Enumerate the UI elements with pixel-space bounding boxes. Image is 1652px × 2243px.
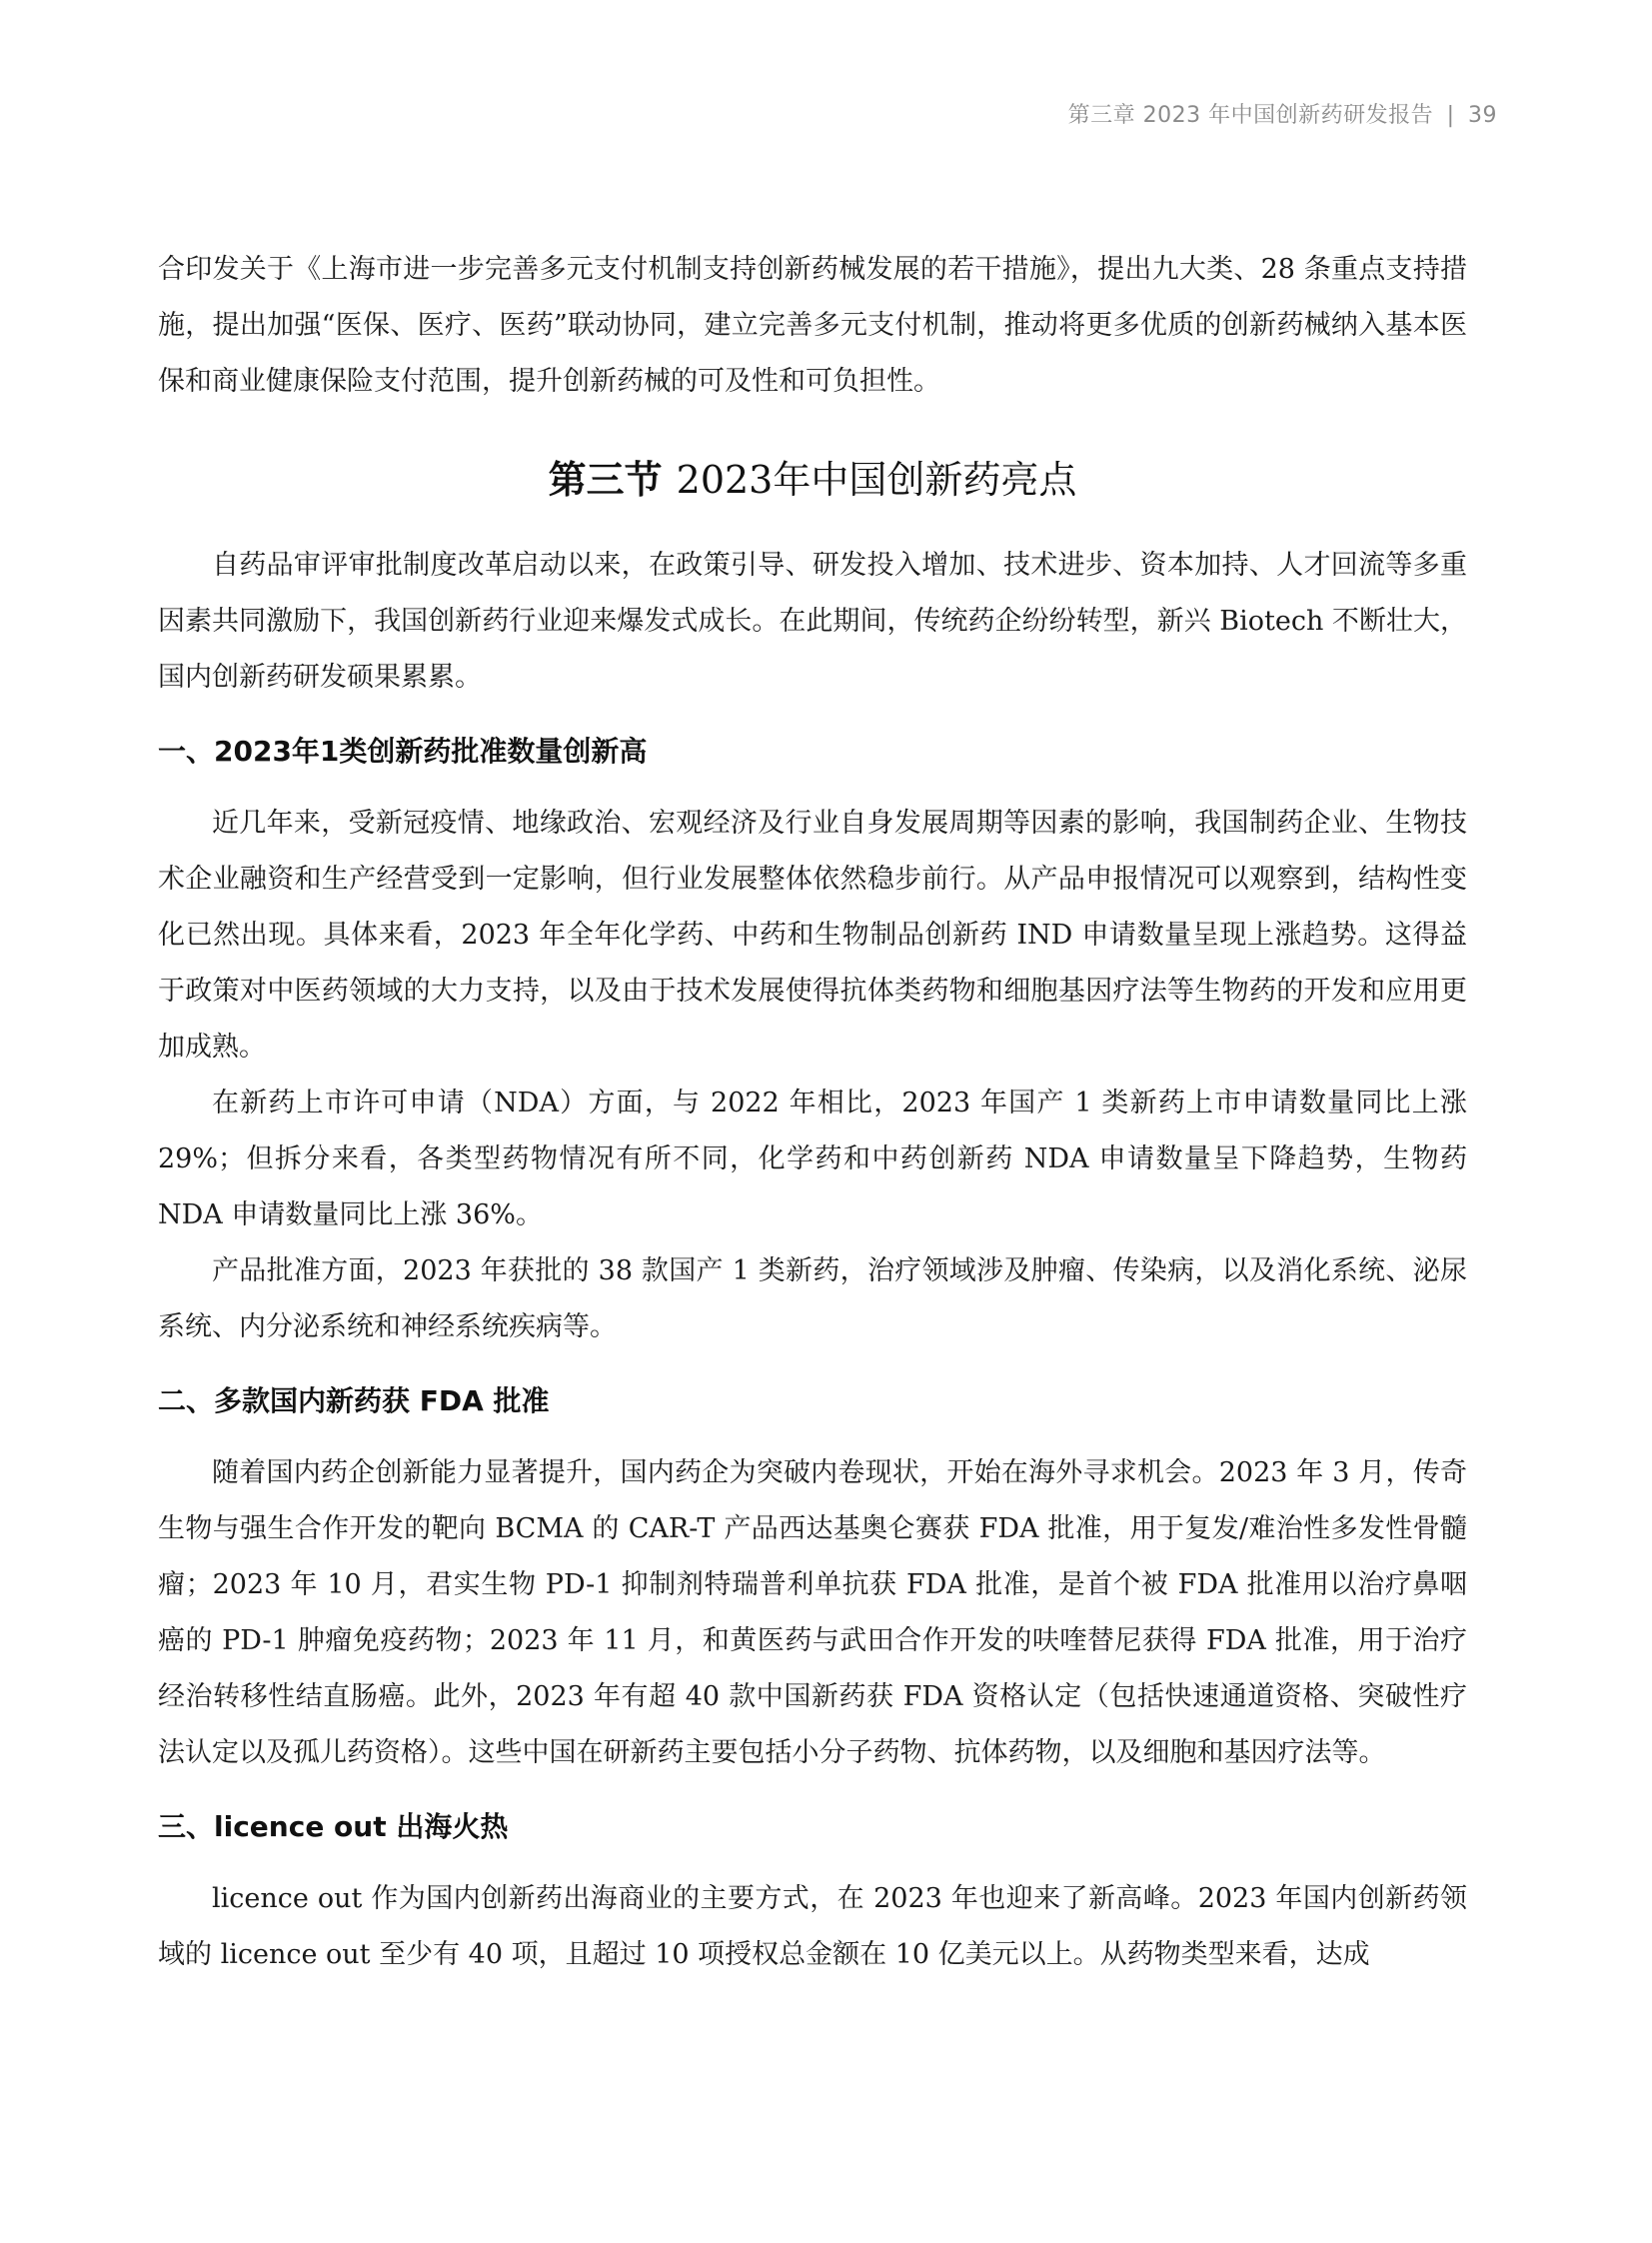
subsection-1-paragraph-1: 近几年来，受新冠疫情、地缘政治、宏观经济及行业自身发展周期等因素的影响，我国制药企业、生物技术企业融资和生产经营受到一定影响，但行业发展整体依然稳步前行。从产品申报情况可以观察到，结构性变化已然出现。具体来看，2023 年全年化学药、中药和生物制品创新药 IND 申请数量呈现上涨趋势。这得益于政策对中医药领域的大力支持，以及由于技术发展使得抗体类药物和细胞基因疗法等生物药的开发和应用更加成熟。 bbox=[158, 808, 1467, 1063]
section-label: 第三节 bbox=[548, 457, 663, 502]
section-intro-paragraph: 自药品审评审批制度改革启动以来，在政策引导、研发投入增加、技术进步、资本加持、人才回流等多重因素共同激励下，我国创新药行业迎来爆发式成长。在此期间，传统药企纷纷转型，新兴 Biotech 不断壮大，国内创新药研发硕果累累。 bbox=[158, 550, 1467, 693]
section-title bbox=[158, 450, 1467, 510]
section-title-text: 2023年中国创新药亮点 bbox=[676, 458, 1077, 502]
subsection-heading-1: 一、2023年1类创新药批准数量创新高 bbox=[158, 735, 648, 768]
running-header bbox=[1068, 98, 1497, 129]
header-separator: | bbox=[1446, 103, 1455, 128]
subsection-heading-2: 二、多款国内新药获 FDA 批准 bbox=[158, 1384, 550, 1417]
subsection-2-paragraph-1: 随着国内药企创新能力显著提升，国内药企为突破内卷现状，开始在海外寻求机会。2023 年 3 月，传奇生物与强生合作开发的靶向 BCMA 的 CAR-T 产品西达基奥仑赛获 FDA 批准，用于复发/难治性多发性骨髓瘤；2023 年 10 月，君实生物 PD-1 抑制剂特瑞普利单抗获 FDA 批准，是首个被 FDA 批准用以治疗鼻咽癌的 PD-1 肿瘤免疫药物；2023 年 11 月，和黄医药与武田合作开发的呋喹替尼获得 FDA 批准，用于治疗经治转移性结直肠癌。此外，2023 年有超 40 款中国新药获 FDA 资格认定（包括快速通道资格、突破性疗法认定以及孤儿药资格）。这些中国在研新药主要包括小分子药物、抗体药物，以及细胞和基因疗法等。 bbox=[158, 1457, 1467, 1768]
page-number: 39 bbox=[1468, 103, 1497, 128]
intro-continuation-paragraph: 合印发关于《上海市进一步完善多元支付机制支持创新药械发展的若干措施》，提出九大类、28 条重点支持措施，提出加强“医保、医疗、医药”联动协同，建立完善多元支付机制，推动将更多优质的创新药械纳入基本医保和商业健康保险支付范围，提升创新药械的可及性和可负担性。 bbox=[158, 254, 1467, 397]
header-report-title: 2023 年中国创新药研发报告 bbox=[1142, 103, 1434, 128]
subsection-1-paragraph-3: 产品批准方面，2023 年获批的 38 款国产 1 类新药，治疗领域涉及肿瘤、传染病，以及消化系统、泌尿系统、内分泌系统和神经系统疾病等。 bbox=[158, 1255, 1467, 1342]
subsection-heading-3: 三、licence out 出海火热 bbox=[158, 1810, 509, 1843]
header-chapter: 第三章 bbox=[1067, 103, 1136, 128]
page-body bbox=[158, 242, 1467, 1983]
subsection-3-paragraph-1: licence out 作为国内创新药出海商业的主要方式，在 2023 年也迎来了新高峰。2023 年国内创新药领域的 licence out 至少有 40 项，且超过 10 项授权总金额在 10 亿美元以上。从药物类型来看，达成 bbox=[158, 1883, 1467, 1970]
subsection-1-paragraph-2: 在新药上市许可申请（NDA）方面，与 2022 年相比，2023 年国产 1 类新药上市申请数量同比上涨 29%；但拆分来看，各类型药物情况有所不同，化学药和中药创新药 NDA 申请数量呈下降趋势，生物药 NDA 申请数量同比上涨 36%。 bbox=[158, 1088, 1467, 1230]
